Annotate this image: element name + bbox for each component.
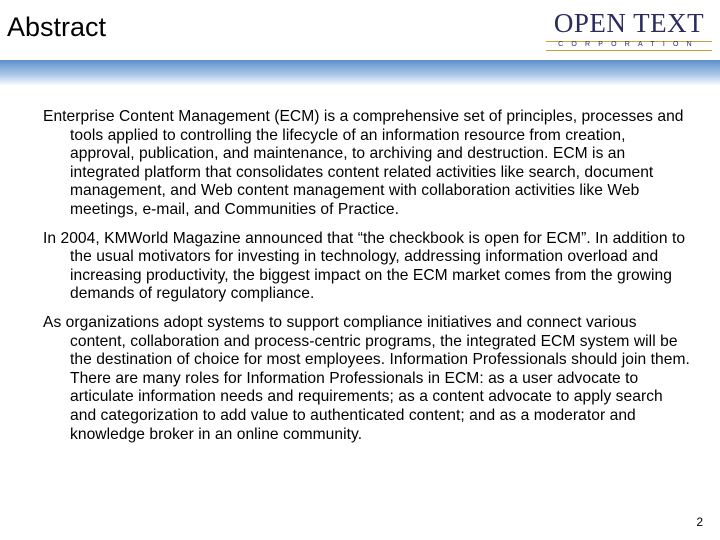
logo-subtitle: CORPORATION bbox=[558, 41, 700, 48]
paragraph-information-professionals: As organizations adopt systems to support compliance initiatives and connect various content, collaboration and process-centric programs, the integrated ECM system will be the destination of choice for most employees. Information Professionals should join them. There are many roles for Information Professionals in ECM: as a user advocate to articulate information needs and requirements; as a content advocate to apply search and categorization to add value to authenticated content; and as a moderator and knowledge broker in an online community. bbox=[43, 313, 690, 443]
abstract-body bbox=[43, 108, 693, 454]
header-gradient-band bbox=[0, 60, 720, 86]
slide-title: Abstract bbox=[7, 12, 107, 42]
open-text-logo bbox=[544, 8, 714, 50]
paragraph-ecm-definition: Enterprise Content Management (ECM) is a comprehensive set of principles, processes and tools applied to controlling the lifecycle of an information resource from creation, approval, publication, and maintenance, to archiving and destruction. ECM is an integrated platform that consolidates content related activities like search, document management, and Web content management with collaboration activities like Web meetings, e-mail, and Communities of Practice. bbox=[43, 108, 684, 218]
paragraph-kmworld: In 2004, KMWorld Magazine announced that “the checkbook is open for ECM”. In addition to the usual motivators for investing in technology, addressing information overload and increasing productivity, the biggest impact on the ECM market comes from the growing demands of regulatory compliance. bbox=[43, 229, 686, 303]
logo-wordmark: OPEN TEXT bbox=[553, 8, 705, 38]
page-number: 2 bbox=[696, 515, 703, 529]
